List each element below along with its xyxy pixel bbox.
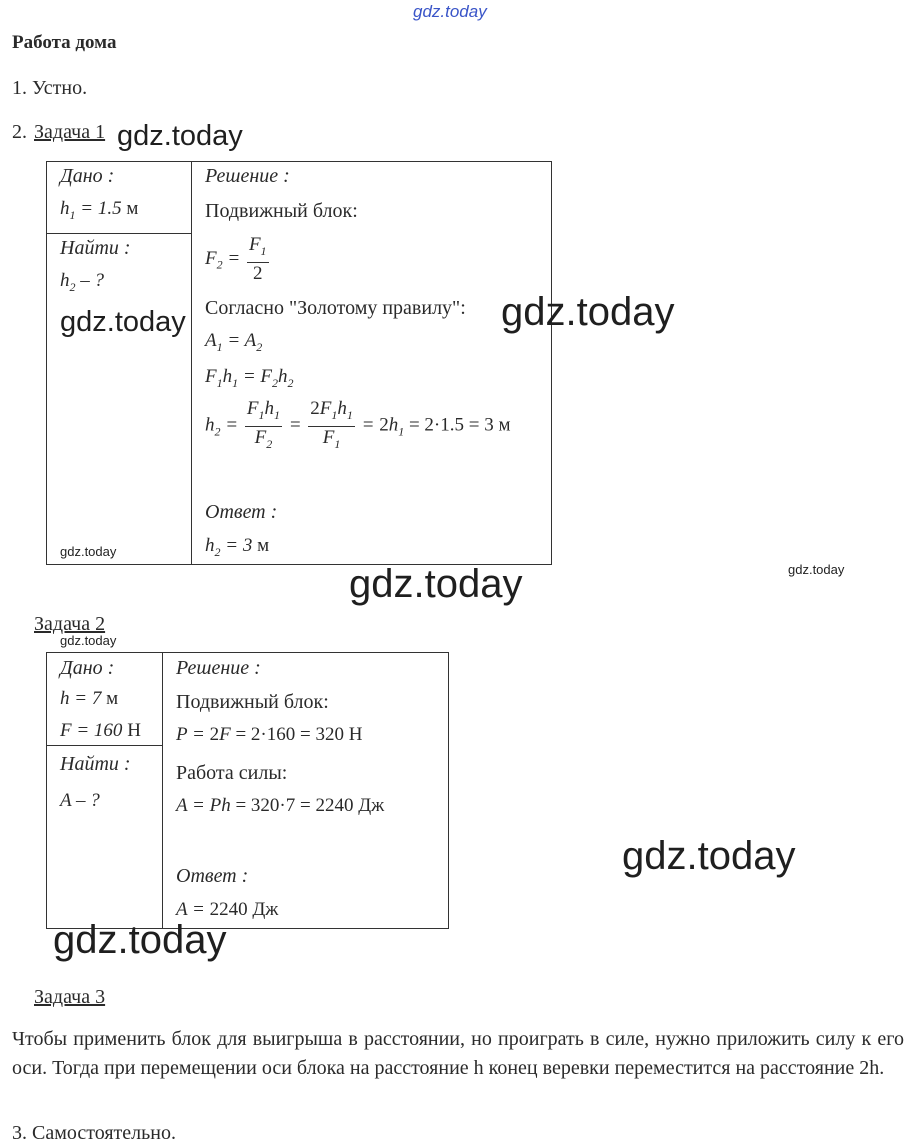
task1-given-label: Дано : xyxy=(60,165,115,187)
task1-answer-value: $h_2 = 3$ м xyxy=(205,535,270,559)
task1-solution-label: Решение : xyxy=(205,165,290,187)
task1-line1: Подвижный блок: xyxy=(205,200,358,222)
item-2-number: 2. xyxy=(12,121,27,143)
task2-find-label: Найти : xyxy=(60,753,131,775)
task1-divider xyxy=(191,161,192,564)
task1-formula1: $F_2$ = $\frac{F_1}{2}$ xyxy=(205,234,267,284)
watermark: gdz.today xyxy=(501,290,675,334)
item-1: 1. Устно. xyxy=(12,77,88,99)
task1-formula3: $F_1h_1 = F_2h_2$ xyxy=(205,366,294,390)
task1-given-divider xyxy=(46,233,191,234)
task2-given-label: Дано : xyxy=(60,657,115,679)
task2-answer-value: A = 2240 Дж xyxy=(176,899,279,920)
task1-line2: Согласно "Золотому правилу": xyxy=(205,297,466,319)
task1-formula2: $A_1 = A_2$ xyxy=(205,330,263,354)
page-title: Работа дома xyxy=(12,32,117,53)
task1-find-value: $h_2$ – ? xyxy=(60,270,104,294)
task2-given-divider xyxy=(46,745,162,746)
task1-formula4: $h_2$ = $\frac{F_1h_1}{F_2}$ = $\frac{2F_1h_1}{F_1}$ = $2h_1 = 2\cdot 1.5 = 3$ м xyxy=(205,398,511,451)
watermark: gdz.today xyxy=(53,918,227,962)
watermark: gdz.today xyxy=(60,306,186,338)
task3-title: Задача 3 xyxy=(34,986,106,1008)
task2-formula1: P = 2F = 2·160 = 320 Н xyxy=(176,724,363,745)
watermark: gdz.today xyxy=(622,834,796,878)
task1-title: Задача 1 xyxy=(34,121,106,143)
task2-line2: Работа силы: xyxy=(176,762,288,784)
task2-solution-label: Решение : xyxy=(176,657,261,679)
watermark-small: gdz.today xyxy=(788,562,845,577)
task2-find-value: A – ? xyxy=(60,790,100,811)
task2-given-f: F = 160 Н xyxy=(60,720,141,741)
watermark: gdz.today xyxy=(349,562,523,606)
watermark-small: gdz.today xyxy=(60,633,117,648)
task2-given-h: h = 7 м xyxy=(60,688,119,709)
task1-given-value: $h_1 = 1.5$ м xyxy=(60,198,139,222)
task2-line1: Подвижный блок: xyxy=(176,691,329,713)
task2-divider xyxy=(162,652,163,928)
task3-text: Чтобы применить блок для выигрыша в расстоянии, но проиграть в силе, нужно приложить силу к его оси. Тогда при перемещении оси блока на расстояние h конец веревки переместится на расстояние 2h. xyxy=(12,1028,904,1079)
task1-answer-label: Ответ : xyxy=(205,501,278,523)
item-3: 3. Самостоятельно. xyxy=(12,1122,176,1144)
watermark-top: gdz.today xyxy=(413,2,487,21)
task1-find-label: Найти : xyxy=(60,237,131,259)
watermark-small: gdz.today xyxy=(60,544,117,559)
task2-answer-label: Ответ : xyxy=(176,865,249,887)
task2-title: Задача 2 xyxy=(34,613,106,635)
watermark: gdz.today xyxy=(117,120,243,152)
task2-formula2: A = Ph = 320·7 = 2240 Дж xyxy=(176,795,385,816)
